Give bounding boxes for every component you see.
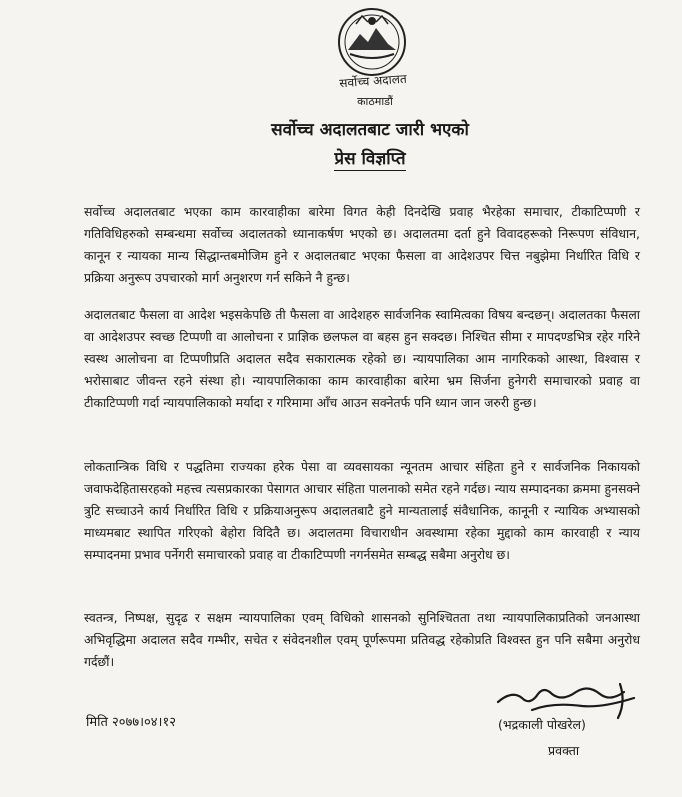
page-title: सर्वोच्च अदालतबाट जारी भएको — [271, 120, 469, 140]
paragraph-1: सर्वोच्च अदालतबाट भएका काम कारवाहीका बारेमा विगत केही दिनदेखि प्रवाह भैरहेका समाचार, टीकाटिप्पणी र गतिविधिहरुको सम्बन्धमा सर्वोच्च अदालतको ध्यानाकर्षण भएको छ। अदालतमा दर्ता हुने विवादहरूको निरूपण संविधान, कानून र न्यायका मान्य सिद्धान्तबमोजिम हुने र अदालतबाट भएका फैसला वा आदेशउपर चित्त नबुझेमा निर्धारित विधि र प्रक्रिया अनुरूप उपचारको मार्ग अनुशरण गर्न सकिने नै हुन्छ। — [84, 204, 640, 285]
signer-role: प्रवक्ता — [548, 743, 580, 758]
release-date: मिति २०७७।०४।१२ — [86, 715, 176, 730]
paragraph-2: अदालतबाट फैसला वा आदेश भइसकेपछि ती फैसला वा आदेशहरु सार्वजनिक स्वामित्वका विषय बन्दछन्। अदालतका फैसला वा आदेशउपर स्वच्छ टिप्पणी वा आलोचना र प्राज्ञिक छलफल वा बहस हुन सक्दछ। निश्चित सीमा र मापदण्डभित्र रहेर गरिने स्वस्थ आलोचना वा टिप्पणीप्रति अदालत सदैव सकारात्मक रहेको छ। न्यायपालिका आम नागरिकको आस्था, विश्वास र भरोसाबाट जीवन्त रहने संस्था हो। न्यायपालिकाका काम कारवाहीका बारेमा भ्रम सिर्जना हुनेगरी समाचारको प्रवाह वा टीकाटिप्पणी गर्दा न्यायपालिकाको मर्यादा र गरिमामा आँच आउन सक्नेतर्फ पनि ध्यान जान जरुरी हुन्छ। — [84, 307, 640, 410]
subtitle-text: प्रेस विज्ञप्ति — [334, 149, 406, 169]
paragraph-4: स्वतन्त्र, निष्पक्ष, सुदृढ र सक्षम न्यायपालिका एवम् विधिको शासनको सुनिश्चितता तथा न्यायपालिकाप्रतिको जनआस्था अभिवृद्धिमा अदालत सदैव गम्भीर, सचेत र संवेदनशील एवम् पूर्णरूपमा प्रतिवद्ध रहेकोप्रति विश्वस्त हुन पनि सबैमा अनुरोध गर्दछौं। — [84, 610, 640, 669]
page-subtitle — [0, 146, 682, 169]
court-name: सर्वोच्च अदालत — [338, 71, 408, 91]
paragraph-3: लोकतान्त्रिक विधि र पद्धतिमा राज्यका हरेक पेसा वा व्यवसायका न्यूनतम आचार संहिता हुने र सार्वजनिक निकायको जवाफदेहितासरहको महत्त्व त्यसप्रकारका पेसागत आचार संहिता पालनाको समेत रहने गर्दछ। न्याय सम्पादनका क्रममा हुनसक्ने त्रुटि सच्चाउने कार्य निर्धारित विधि र प्रक्रियाअनुरूप अदालतबाटै हुने मान्यतालाई संवैधानिक, कानूनी र न्यायिक अभ्यासको माध्यमबाट स्थापित गरिएको बेहोरा विदितै छ। अदालतमा विचाराधीन अवस्थामा रहेका मुद्दाको काम कारवाही र न्याय सम्पादनमा प्रभाव पर्नेगरी समाचारको प्रवाह वा टीकाटिप्पणी नगर्नसमेत सम्बद्ध सबैमा अनुरोध छ। — [84, 459, 640, 562]
signer-name: (भद्रकाली पोखरेल) — [498, 717, 586, 732]
supreme-court-emblem-icon — [336, 6, 408, 78]
court-place: काठमाडौं — [357, 95, 393, 108]
